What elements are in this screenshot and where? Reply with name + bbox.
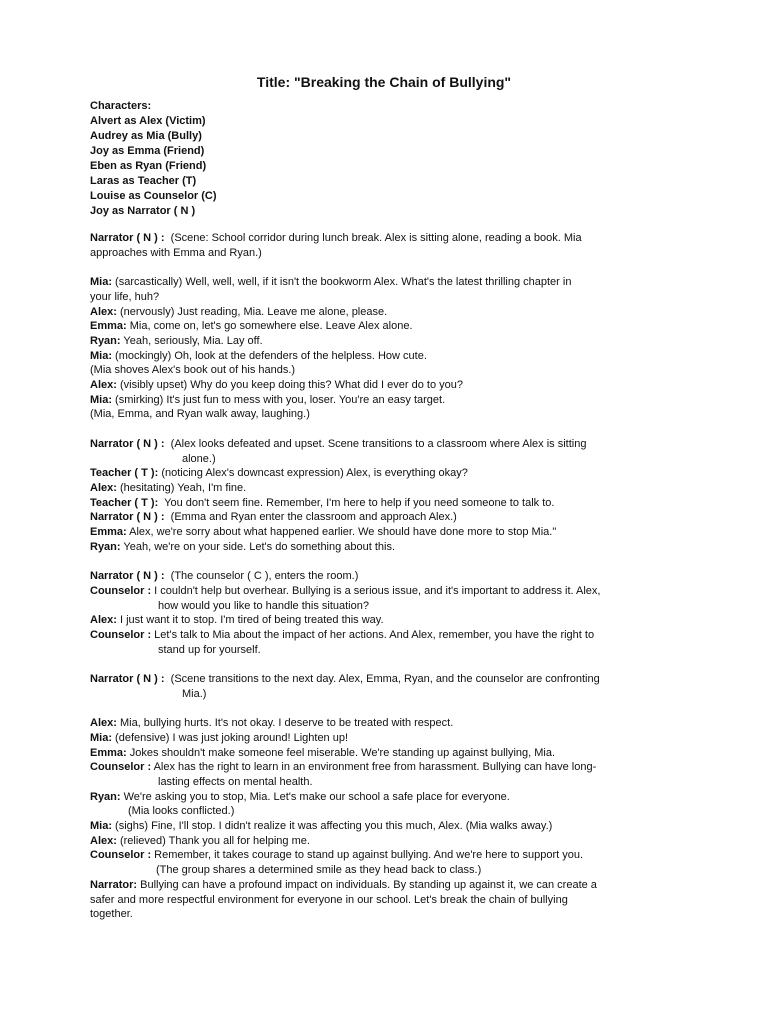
dialogue-text: (Alex looks defeated and upset. Scene transitions to a classroom where Alex is sitting bbox=[164, 437, 587, 450]
dialogue-text: (mockingly) Oh, look at the defenders of the helpless. How cute. bbox=[112, 349, 427, 362]
script-line bbox=[90, 775, 680, 790]
script-line bbox=[90, 643, 680, 658]
script-line bbox=[90, 790, 680, 805]
dialogue-text: You don't seem fine. Remember, I'm here to help if you need someone to talk to. bbox=[158, 496, 555, 509]
speaker-label: Counselor : bbox=[90, 628, 152, 641]
script-line bbox=[90, 363, 680, 378]
speaker-label: Alex: bbox=[90, 481, 117, 494]
script-line bbox=[90, 378, 680, 393]
speaker-label: Emma: bbox=[90, 320, 127, 333]
dialogue-text: stand up for yourself. bbox=[158, 643, 261, 656]
dialogue-text: Yeah, we're on your side. Let's do something about this. bbox=[120, 540, 396, 553]
script-line bbox=[90, 584, 680, 599]
script-line bbox=[90, 893, 680, 908]
script-line bbox=[90, 540, 680, 555]
script-line bbox=[90, 834, 680, 849]
script-line bbox=[90, 525, 680, 540]
script-line bbox=[90, 819, 680, 834]
speaker-label: Narrator ( N ) : bbox=[90, 570, 165, 583]
character-item: Joy as Emma (Friend) bbox=[90, 145, 205, 157]
character-item: Laras as Teacher (T) bbox=[90, 175, 197, 187]
paragraph-gap bbox=[90, 701, 680, 716]
speaker-label: Narrator ( N ) : bbox=[90, 673, 165, 686]
speaker-label: Narrator ( N ) : bbox=[90, 437, 165, 450]
speaker-label: Ryan: bbox=[90, 540, 121, 553]
speaker-label: Counselor : bbox=[90, 761, 152, 774]
speaker-label: Narrator ( N ) : bbox=[90, 511, 165, 524]
dialogue-text: Jokes shouldn't make someone feel miserable. We're standing up against bullying, Mia. bbox=[126, 746, 556, 759]
script-line bbox=[90, 481, 680, 496]
speaker-label: Alex: bbox=[90, 379, 117, 392]
characters-heading: Characters: bbox=[90, 100, 152, 112]
dialogue-text: (hesitating) Yeah, I'm fine. bbox=[116, 481, 247, 494]
script-line bbox=[90, 613, 680, 628]
speaker-label: Narrator: bbox=[90, 878, 138, 891]
script-line bbox=[90, 334, 680, 349]
character-item: Louise as Counselor (C) bbox=[90, 190, 217, 202]
script-line bbox=[90, 305, 680, 320]
script-line bbox=[90, 510, 680, 525]
dialogue-text: Let's talk to Mia about the impact of her actions. And Alex, remember, you have the right to bbox=[151, 628, 595, 641]
speaker-label: Mia: bbox=[90, 820, 112, 833]
script-line bbox=[90, 687, 680, 702]
speaker-label: Mia: bbox=[90, 349, 112, 362]
dialogue-text: your life, huh? bbox=[90, 290, 160, 303]
script-line bbox=[90, 569, 680, 584]
script-line bbox=[90, 878, 680, 893]
paragraph-gap bbox=[90, 554, 680, 569]
dialogue-text: Mia, come on, let's go somewhere else. Leave Alex alone. bbox=[126, 320, 413, 333]
dialogue-text: how would you like to handle this situation? bbox=[158, 599, 369, 612]
script-line bbox=[90, 407, 680, 422]
speaker-label: Alex: bbox=[90, 305, 117, 318]
dialogue-text: (relieved) Thank you all for helping me. bbox=[116, 834, 310, 847]
speaker-label: Narrator ( N ) : bbox=[90, 232, 165, 244]
dialogue-text: I just want it to stop. I'm tired of being treated this way. bbox=[116, 614, 384, 627]
dialogue-text: Mia.) bbox=[182, 687, 207, 700]
dialogue-text: (Scene transitions to the next day. Alex, Emma, Ryan, and the counselor are confronting bbox=[164, 673, 600, 686]
script-line bbox=[90, 628, 680, 643]
speaker-label: Mia: bbox=[90, 276, 112, 289]
paragraph-gap bbox=[90, 422, 680, 437]
dialogue-text: (Mia shoves Alex's book out of his hands.) bbox=[90, 364, 296, 377]
dialogue-text: (noticing Alex's downcast expression) Alex, is everything okay? bbox=[158, 467, 468, 480]
script-line bbox=[90, 319, 680, 334]
dialogue-text: (The group shares a determined smile as they head back to class.) bbox=[156, 864, 482, 877]
speaker-label: Teacher ( T ): bbox=[90, 467, 159, 480]
script-line bbox=[90, 599, 680, 614]
dialogue-text: I couldn't help but overhear. Bullying is a serious issue, and it's important to address it. Alex, bbox=[151, 584, 601, 597]
script-line bbox=[90, 349, 680, 364]
dialogue-text: lasting effects on mental health. bbox=[158, 775, 313, 788]
paragraph-gap bbox=[90, 260, 680, 275]
script-line bbox=[90, 275, 680, 290]
dialogue-text: (visibly upset) Why do you keep doing this? What did I ever do to you? bbox=[116, 379, 463, 392]
script-line bbox=[90, 848, 680, 863]
script-line bbox=[90, 246, 680, 261]
speaker-label: Mia: bbox=[90, 393, 112, 406]
character-item: Alvert as Alex (Victim) bbox=[90, 115, 206, 127]
dialogue-text: (Emma and Ryan enter the classroom and approach Alex.) bbox=[164, 511, 457, 524]
script-line bbox=[90, 290, 680, 305]
script-line bbox=[90, 437, 680, 452]
dialogue-text: (nervously) Just reading, Mia. Leave me alone, please. bbox=[116, 305, 388, 318]
script-line bbox=[90, 672, 680, 687]
dialogue-text: Alex has the right to learn in an environment free from harassment. Bullying can have long- bbox=[151, 761, 597, 774]
dialogue-text: approaches with Emma and Ryan.) bbox=[90, 246, 262, 259]
dialogue-text: together. bbox=[90, 908, 133, 921]
paragraph-gap bbox=[90, 657, 680, 672]
dialogue-text: Mia, bullying hurts. It's not okay. I deserve to be treated with respect. bbox=[116, 717, 454, 730]
script-line bbox=[90, 863, 680, 878]
dialogue-text: (Mia, Emma, and Ryan walk away, laughing.) bbox=[90, 408, 310, 421]
characters-list bbox=[90, 99, 690, 219]
character-item: Audrey as Mia (Bully) bbox=[90, 130, 202, 142]
dialogue-text: (Mia looks conflicted.) bbox=[128, 805, 235, 818]
speaker-label: Alex: bbox=[90, 614, 117, 627]
page-title: Title: "Breaking the Chain of Bullying" bbox=[256, 74, 512, 90]
script-line bbox=[90, 804, 680, 819]
character-item: Eben as Ryan (Friend) bbox=[90, 160, 207, 172]
dialogue-text: safer and more respectful environment for everyone in our school. Let's break the chain of bullying bbox=[90, 893, 568, 906]
speaker-label: Mia: bbox=[90, 731, 112, 744]
dialogue-text: Yeah, seriously, Mia. Lay off. bbox=[120, 334, 263, 347]
script-line bbox=[90, 731, 680, 746]
dialogue-text: (Scene: School corridor during lunch break. Alex is sitting alone, reading a book. Mia bbox=[164, 232, 582, 244]
dialogue-text: (defensive) I was just joking around! Lighten up! bbox=[112, 731, 349, 744]
speaker-label: Ryan: bbox=[90, 334, 121, 347]
script-line bbox=[90, 452, 680, 467]
speaker-label: Emma: bbox=[90, 746, 127, 759]
script-body bbox=[90, 231, 680, 922]
script-line bbox=[90, 760, 680, 775]
script-line bbox=[90, 746, 680, 761]
dialogue-text: We're asking you to stop, Mia. Let's make our school a safe place for everyone. bbox=[120, 790, 510, 803]
script-line bbox=[90, 393, 680, 408]
dialogue-text: alone.) bbox=[182, 452, 216, 465]
dialogue-text: Bullying can have a profound impact on individuals. By standing up against it, we can create a bbox=[137, 878, 597, 891]
dialogue-text: (sighs) Fine, I'll stop. I didn't realize it was affecting you this much, Alex. (Mia walks away.) bbox=[112, 820, 553, 833]
script-line bbox=[90, 231, 680, 246]
script-line bbox=[90, 496, 680, 511]
script-line bbox=[90, 466, 680, 481]
script-line bbox=[90, 716, 680, 731]
dialogue-text: Remember, it takes courage to stand up against bullying. And we're here to support you. bbox=[151, 849, 584, 862]
speaker-label: Counselor : bbox=[90, 584, 152, 597]
speaker-label: Teacher ( T ): bbox=[90, 496, 159, 509]
dialogue-text: (smirking) It's just fun to mess with you, loser. You're an easy target. bbox=[112, 393, 446, 406]
script-line bbox=[90, 907, 680, 922]
speaker-label: Counselor : bbox=[90, 849, 152, 862]
speaker-label: Alex: bbox=[90, 834, 117, 847]
speaker-label: Ryan: bbox=[90, 790, 121, 803]
speaker-label: Emma: bbox=[90, 526, 127, 539]
dialogue-text: Alex, we're sorry about what happened earlier. We should have done more to stop Mia." bbox=[126, 526, 557, 539]
character-item: Joy as Narrator ( N ) bbox=[90, 205, 196, 217]
dialogue-text: (The counselor ( C ), enters the room.) bbox=[164, 570, 359, 583]
dialogue-text: (sarcastically) Well, well, well, if it isn't the bookworm Alex. What's the latest thrilling chapter in bbox=[112, 276, 572, 289]
speaker-label: Alex: bbox=[90, 717, 117, 730]
